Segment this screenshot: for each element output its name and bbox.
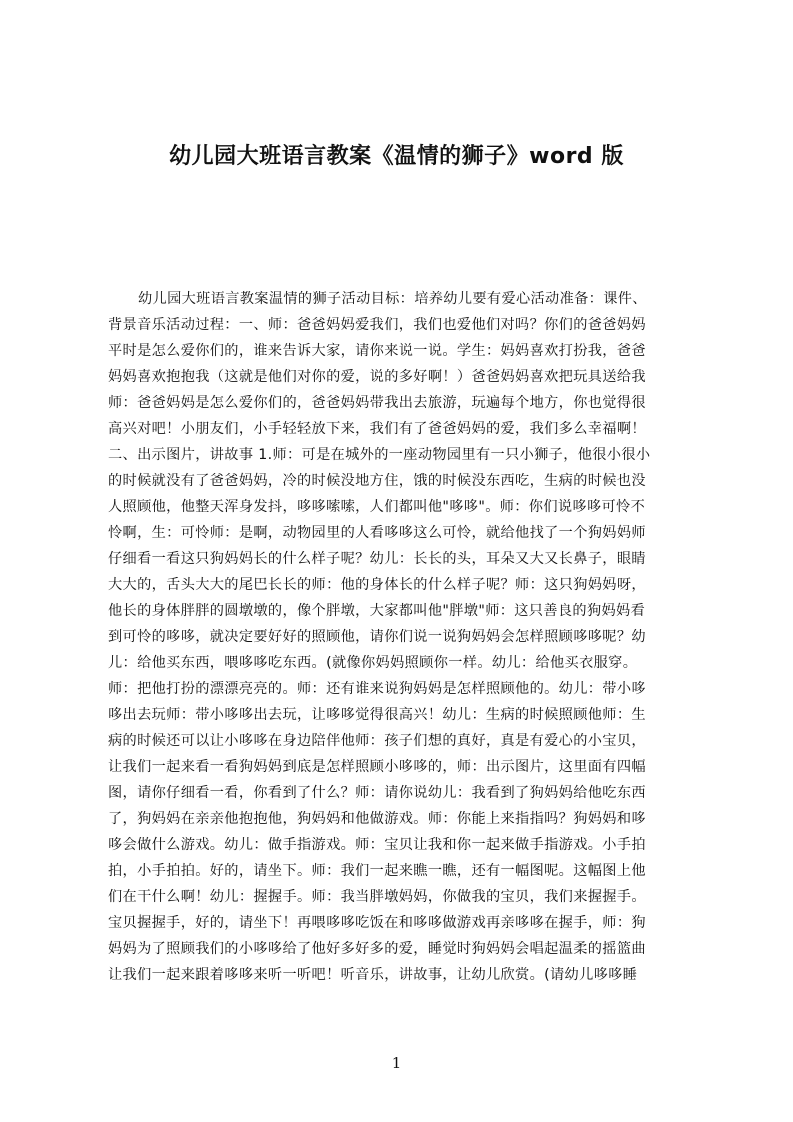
paragraph-line: 的时候就没有了爸爸妈妈，冷的时候没地方住，饿的时候没东西吃，生病的时候也没 — [108, 473, 646, 489]
paragraph-line: 仔细看一看这只狗妈妈长的什么样子呢？幼儿：长长的头，耳朵又大又长鼻子，眼睛 — [108, 551, 646, 567]
paragraph-line: 幼儿园大班语言教案温情的狮子活动目标：培养幼儿要有爱心活动准备：课件、 — [138, 291, 647, 307]
paragraph-line: 儿：给他买东西，喂哆哆吃东西。(就像你妈妈照顾你一样。幼儿：给他买衣服穿。 — [108, 655, 638, 671]
paragraph-line: 图，请你仔细看一看，你看到了什么？师：请你说幼儿：我看到了狗妈妈给他吃东西 — [108, 785, 646, 801]
paragraph-line: 拍，小手拍拍。好的，请坐下。师：我们一起来瞧一瞧，还有一幅图呢。这幅图上他 — [108, 863, 646, 879]
paragraph-line: 让我们一起来跟着哆哆来听一听吧！听音乐，讲故事，让幼儿欣赏。(请幼儿哆哆睡 — [108, 967, 638, 983]
paragraph-line: 大大的，舌头大大的尾巴长长的师：他的身体长的什么样子呢？师：这只狗妈妈呀， — [108, 577, 646, 593]
paragraph-line: 了，狗妈妈在亲亲他抱抱他，狗妈妈和他做游戏。师：你能上来指指吗？狗妈妈和哆 — [108, 811, 646, 827]
paragraph-line: 宝贝握握手，好的，请坐下！再喂哆哆吃饭在和哆哆做游戏再亲哆哆在握手，师：狗 — [108, 915, 646, 931]
paragraph-line: 怜啊，生：可怜师：是啊，动物园里的人看哆哆这么可怜，就给他找了一个狗妈妈师 — [108, 525, 646, 541]
paragraph-line: 病的时候还可以让小哆哆在身边陪伴他师：孩子们想的真好，真是有爱心的小宝贝， — [108, 733, 646, 749]
paragraph-line: 背景音乐活动过程：一、师：爸爸妈妈爱我们，我们也爱他们对吗？你们的爸爸妈妈 — [108, 317, 646, 333]
paragraph-line: 师：把他打扮的漂漂亮亮的。师：还有谁来说狗妈妈是怎样照顾他的。幼儿：带小哆 — [108, 681, 646, 697]
paragraph-line: 人照顾他，他整天浑身发抖，哆哆嗦嗦，人们都叫他"哆哆"。师：你们说哆哆可怜不 — [108, 499, 646, 515]
paragraph-line: 师：爸爸妈妈是怎么爱你们的，爸爸妈妈带我出去旅游，玩遍每个地方，你也觉得很 — [108, 395, 646, 411]
paragraph-line: 他长的身体胖胖的圆墩墩的，像个胖墩，大家都叫他"胖墩"师：这只善良的狗妈妈看 — [108, 603, 646, 619]
paragraph-line: 高兴对吧！小朋友们，小手轻轻放下来，我们有了爸爸妈妈的爱，我们多么幸福啊！ — [108, 421, 646, 437]
paragraph-line: 哆出去玩师：带小哆哆出去玩，让哆哆觉得很高兴！幼儿：生病的时候照顾他师：生 — [108, 707, 646, 723]
paragraph-line: 二、出示图片，讲故事 1.师：可是在城外的一座动物园里有一只小狮子，他很小很小 — [108, 447, 651, 463]
paragraph-line: 们在干什么啊！幼儿：握握手。师：我当胖墩妈妈，你做我的宝贝，我们来握握手。 — [108, 889, 646, 905]
paragraph-line: 到可怜的哆哆，就决定要好好的照顾他，请你们说一说狗妈妈会怎样照顾哆哆呢？幼 — [108, 629, 646, 645]
paragraph-line: 妈妈为了照顾我们的小哆哆给了他好多好多的爱，睡觉时狗妈妈会唱起温柔的摇篮曲 — [108, 941, 646, 957]
paragraph-line: 让我们一起来看一看狗妈妈到底是怎样照顾小哆哆的，师：出示图片，这里面有四幅 — [108, 759, 646, 775]
paragraph-line: 妈妈喜欢抱抱我（这就是他们对你的爱，说的多好啊！）爸爸妈妈喜欢把玩具送给我 — [108, 369, 646, 385]
paragraph-line: 平时是怎么爱你们的，谁来告诉大家，请你来说一说。学生：妈妈喜欢打扮我，爸爸 — [108, 343, 646, 359]
document-title: 幼儿园大班语言教案《温情的狮子》word 版 — [169, 144, 624, 169]
document-body — [108, 286, 698, 988]
paragraph-line: 哆会做什么游戏。幼儿：做手指游戏。师：宝贝让我和你一起来做手指游戏。小手拍 — [108, 837, 646, 853]
page-number: 1 — [391, 1054, 402, 1072]
